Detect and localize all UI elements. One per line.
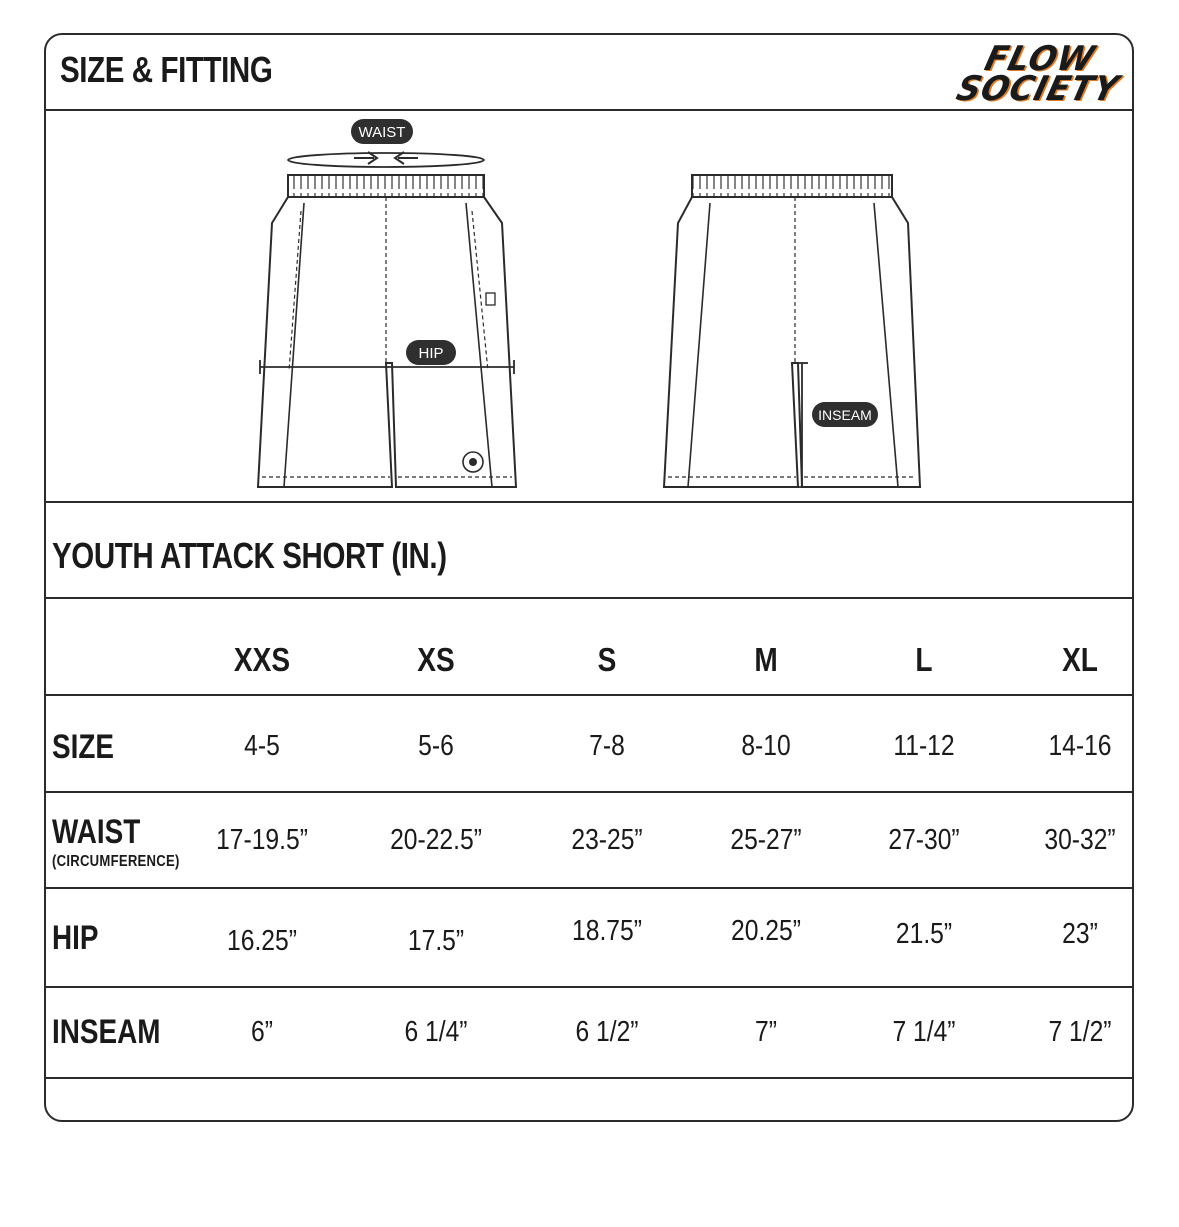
cell-inseam-l: 7 1/4” (892, 1016, 956, 1048)
divider-hip-row (46, 986, 1132, 988)
svg-text:WAIST: WAIST (358, 124, 406, 141)
size-header-xl: XL (1062, 641, 1098, 678)
brand-logo (918, 39, 1123, 109)
row-label-waist: WAIST (52, 813, 141, 851)
size-header-xs: XS (417, 641, 455, 678)
inseam-label (812, 402, 878, 427)
brand-logo-line-2: SOCIETY (952, 69, 1123, 109)
cell-waist-m: 25-27” (730, 824, 802, 856)
cell-hip-xl: 23” (1062, 918, 1098, 950)
divider-header-row (46, 694, 1132, 696)
size-header-xxs: XXS (233, 641, 291, 678)
cell-hip-m: 20.25” (731, 915, 801, 947)
cell-size-s: 7-8 (589, 730, 625, 762)
size-header-m: M (754, 641, 778, 678)
brand-logo-line-1: FLOW (980, 39, 1099, 79)
svg-text:HIP: HIP (418, 345, 444, 362)
row-label-inseam: INSEAM (52, 1013, 161, 1051)
product-title: YOUTH ATTACK SHORT (IN.) (52, 535, 447, 576)
divider-diagram (46, 501, 1132, 503)
cell-inseam-xl: 7 1/2” (1048, 1016, 1112, 1048)
cell-hip-s: 18.75” (572, 915, 642, 947)
cell-waist-l: 27-30” (888, 824, 960, 856)
cell-size-xl: 14-16 (1048, 730, 1112, 762)
cell-waist-xs: 20-22.5” (390, 824, 482, 856)
waist-label (351, 119, 413, 144)
row-label-hip: HIP (52, 919, 99, 957)
cell-hip-xxs: 16.25” (227, 925, 297, 957)
cell-hip-xs: 17.5” (407, 925, 465, 957)
cell-waist-xl: 30-32” (1044, 824, 1116, 856)
divider-waist-row (46, 887, 1132, 889)
svg-text:INSEAM: INSEAM (818, 407, 872, 423)
cell-hip-l: 21.5” (895, 918, 953, 950)
cell-inseam-xs: 6 1/4” (404, 1016, 468, 1048)
cell-size-l: 11-12 (893, 730, 955, 762)
cell-size-xxs: 4-5 (244, 730, 280, 762)
cell-inseam-xxs: 6” (251, 1016, 273, 1048)
cell-inseam-s: 6 1/2” (575, 1016, 639, 1048)
divider-size-row (46, 791, 1132, 793)
cell-size-xs: 5-6 (418, 730, 454, 762)
front-shorts (258, 153, 516, 487)
row-sublabel-waist: (CIRCUMFERENCE) (52, 853, 180, 870)
cell-inseam-m: 7” (755, 1016, 777, 1048)
shorts-diagram (46, 111, 1134, 501)
back-shorts (664, 175, 920, 487)
cell-waist-xxs: 17-19.5” (216, 824, 308, 856)
size-chart-card (44, 33, 1134, 1122)
size-header-s: S (597, 641, 617, 678)
divider-inseam-row (46, 1077, 1132, 1079)
size-header-l: L (915, 641, 933, 678)
page-title: SIZE & FITTING (60, 49, 273, 90)
cell-size-m: 8-10 (741, 730, 791, 762)
cell-waist-s: 23-25” (571, 824, 643, 856)
divider-product-title (46, 597, 1132, 599)
hip-label (406, 340, 456, 365)
row-label-size: SIZE (52, 728, 114, 766)
